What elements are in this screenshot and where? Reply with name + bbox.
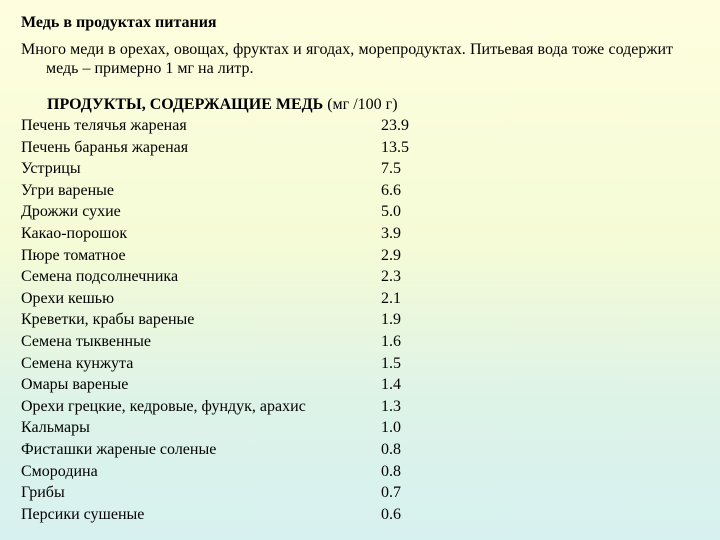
product-name: Печень телячья жареная <box>21 117 187 134</box>
table-row <box>21 115 461 137</box>
table-header-title: ПРОДУКТЫ, СОДЕРЖАЩИЕ МЕДЬ <box>47 96 324 113</box>
product-name: Смородина <box>21 462 98 480</box>
table-row <box>21 288 461 310</box>
product-name: Семена тыквенные <box>21 332 151 350</box>
copper-value: 2.1 <box>381 289 401 307</box>
product-name: Креветки, крабы вареные <box>21 311 195 329</box>
copper-value: 7.5 <box>381 160 401 178</box>
table-row <box>21 504 461 526</box>
intro-paragraph: Много меди в орехах, овощах, фруктах и ягодах, морепродуктах. Питьевая вода тоже содержит медь – примерно 1 мг на литр. <box>21 41 673 77</box>
table-row <box>21 137 461 159</box>
table-row <box>21 331 461 353</box>
table-row <box>21 180 461 202</box>
table-row <box>21 223 461 245</box>
copper-value: 5.0 <box>381 203 401 221</box>
copper-value: 6.6 <box>381 181 401 199</box>
table-row <box>21 158 461 180</box>
table-row <box>21 353 461 375</box>
product-name: Грибы <box>21 484 65 502</box>
copper-value: 0.7 <box>381 484 401 502</box>
copper-value: 1.9 <box>381 311 401 329</box>
copper-value: 2.9 <box>381 246 401 264</box>
product-name: Угри вареные <box>21 181 115 199</box>
product-name: Омары вареные <box>21 376 129 394</box>
copper-value: 23.9 <box>381 117 409 134</box>
copper-value: 13.5 <box>381 138 409 156</box>
slide-title: Медь в продуктах питания <box>21 14 217 31</box>
product-name: Дрожжи сухие <box>21 203 121 221</box>
table-row <box>21 439 461 461</box>
copper-value: 1.0 <box>381 419 401 437</box>
table-header <box>47 95 398 115</box>
copper-value: 1.5 <box>381 354 401 372</box>
product-name: Орехи грецкие, кедровые, фундук, арахис <box>21 397 306 415</box>
table-row <box>21 396 461 418</box>
product-name: Кальмары <box>21 419 90 437</box>
product-name: Устрицы <box>21 160 81 178</box>
table-header-unit: (мг /100 г) <box>327 96 398 113</box>
product-name: Семена кунжута <box>21 354 134 372</box>
table-row <box>21 417 461 439</box>
table-row <box>21 309 461 331</box>
copper-value: 3.9 <box>381 224 401 242</box>
product-name: Какао-порошок <box>21 224 128 242</box>
product-name: Фисташки жареные соленые <box>21 440 217 458</box>
copper-value: 1.3 <box>381 397 401 415</box>
copper-value: 0.8 <box>381 440 401 458</box>
table-row <box>21 201 461 223</box>
product-name: Семена подсолнечника <box>21 268 179 286</box>
table-row <box>21 374 461 396</box>
table-row <box>21 461 461 483</box>
product-name: Пюре томатное <box>21 246 126 264</box>
copper-value: 1.4 <box>381 376 401 394</box>
table-row <box>21 266 461 288</box>
copper-value: 2.3 <box>381 268 401 286</box>
table-row <box>21 482 461 504</box>
copper-value: 0.8 <box>381 462 401 480</box>
copper-value: 0.6 <box>381 505 401 523</box>
product-name: Печень баранья жареная <box>21 138 189 156</box>
product-name: Орехи кешью <box>21 289 115 307</box>
product-name: Персики сушеные <box>21 505 145 523</box>
table-row <box>21 245 461 267</box>
product-list <box>21 115 461 525</box>
copper-value: 1.6 <box>381 332 401 350</box>
